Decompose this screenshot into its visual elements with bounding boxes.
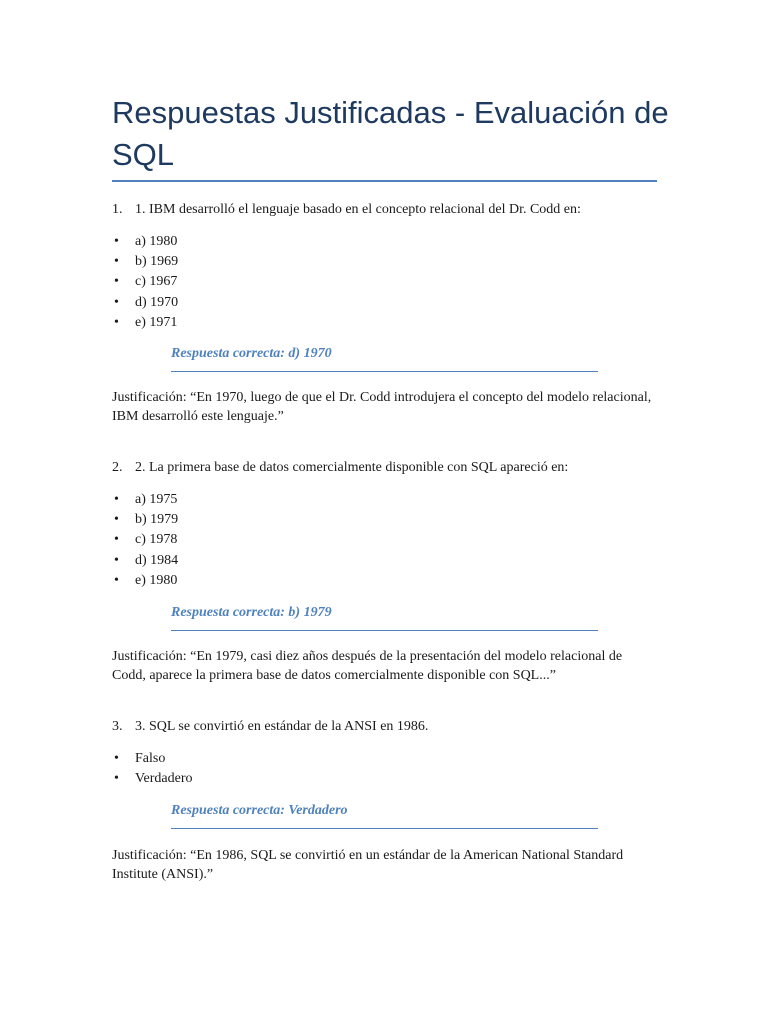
- bullet-icon: •: [114, 572, 119, 588]
- list-item: • a) 1980: [112, 232, 178, 252]
- list-item: • b) 1979: [112, 510, 178, 530]
- list-item: • c) 1967: [112, 272, 178, 292]
- bullet-icon: •: [114, 552, 119, 568]
- question-number: 3.: [112, 719, 123, 734]
- question-3: [112, 718, 428, 736]
- bullet-icon: •: [114, 314, 119, 330]
- question-2: [112, 459, 568, 477]
- list-item: • Falso: [112, 749, 193, 769]
- list-item: • Verdadero: [112, 769, 193, 789]
- question-text: 1. IBM desarrolló el lenguaje basado en el concepto relacional del Dr. Codd en:: [135, 202, 581, 217]
- bullet-icon: •: [114, 751, 119, 766]
- question-3-options: [112, 749, 193, 789]
- list-item: • d) 1970: [112, 293, 178, 313]
- bullet-icon: •: [114, 274, 119, 290]
- bullet-icon: •: [114, 294, 119, 310]
- list-item: • c) 1978: [112, 530, 178, 550]
- list-item: • b) 1969: [112, 252, 178, 272]
- question-1-options: [112, 232, 178, 333]
- justification-3: Justificación: “En 1986, SQL se convirtió en un estándar de la American National Standard Institute (ANSI).”: [112, 848, 624, 882]
- question-number: 1.: [112, 202, 123, 217]
- page-title: Respuestas Justificadas - Evaluación de SQL: [112, 95, 669, 172]
- correct-answer-2: Respuesta correcta: b) 1979: [171, 604, 598, 631]
- question-number: 2.: [112, 460, 123, 475]
- list-item: • e) 1980: [112, 571, 178, 591]
- bullet-icon: •: [114, 254, 119, 270]
- bullet-icon: •: [114, 492, 119, 507]
- bullet-icon: •: [114, 234, 119, 249]
- question-2-options: [112, 490, 178, 591]
- question-text: 3. SQL se convirtió en estándar de la ANSI en 1986.: [135, 719, 429, 734]
- bullet-icon: •: [114, 532, 119, 548]
- correct-answer-3: Respuesta correcta: Verdadero: [171, 802, 598, 829]
- bullet-icon: •: [114, 771, 119, 787]
- bullet-icon: •: [114, 512, 119, 528]
- list-item: • a) 1975: [112, 490, 178, 510]
- list-item: • e) 1971: [112, 313, 178, 333]
- list-item: • d) 1984: [112, 551, 178, 571]
- question-text: 2. La primera base de datos comercialmente disponible con SQL apareció en:: [135, 460, 569, 475]
- justification-1: Justificación: “En 1970, luego de que el Dr. Codd introdujera el concepto del modelo relacional, IBM desarrolló este lenguaje.”: [112, 390, 652, 424]
- justification-2: Justificación: “En 1979, casi diez años después de la presentación del modelo relacional de Codd, aparece la primera base de datos comercialmente disponible con SQL...”: [112, 649, 623, 683]
- correct-answer-1: Respuesta correcta: d) 1970: [171, 345, 598, 372]
- question-1: [112, 201, 581, 219]
- title-divider: [112, 180, 657, 182]
